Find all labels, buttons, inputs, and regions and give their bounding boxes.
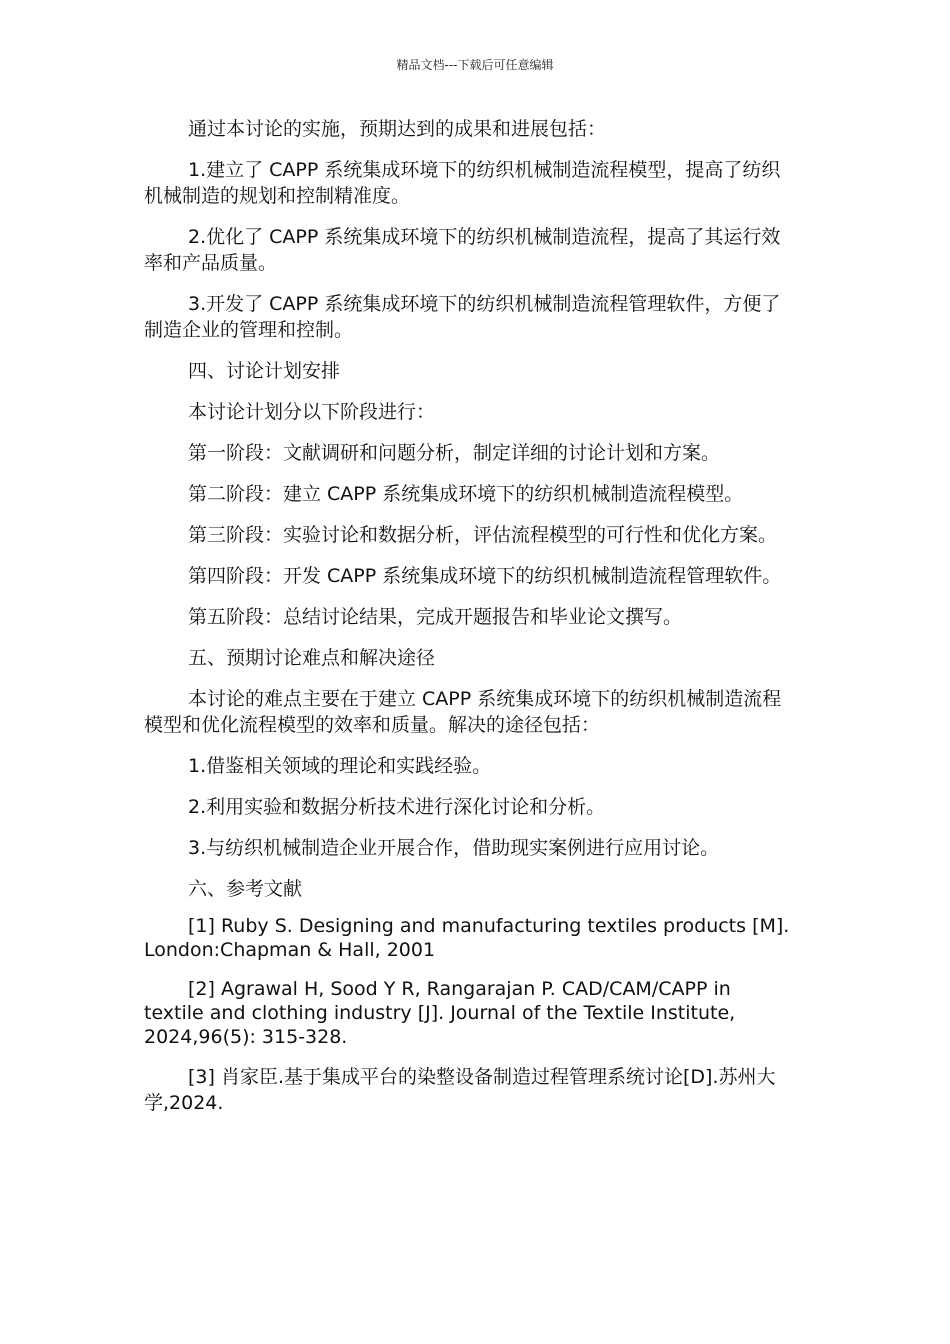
reference-2: [2] Agrawal H, Sood Y R, Rangarajan P. CAD/CAM/CAPP in textile and clothing industry [J]. Journal of the Textile Institute, 2024,96(5): 315-328. xyxy=(144,978,736,1048)
paragraph-solution-1: 1.借鉴相关领域的理论和实践经验。 xyxy=(188,755,492,777)
paragraph-outcome-2: 2.优化了 CAPP 系统集成环境下的纺织机械制造流程，提高了其运行效率和产品质量。 xyxy=(144,226,781,274)
section-heading-plan: 四、讨论计划安排 xyxy=(188,360,341,382)
paragraph-solution-3: 3.与纺织机械制造企业开展合作，借助现实案例进行应用讨论。 xyxy=(188,837,720,859)
paragraph-solution-2: 2.利用实验和数据分析技术进行深化讨论和分析。 xyxy=(188,796,606,818)
reference-1: [1] Ruby S. Designing and manufacturing textiles products [M]. London:Chapman & Hall, 2001 xyxy=(144,915,790,961)
paragraph-outcome-3: 3.开发了 CAPP 系统集成环境下的纺织机械制造流程管理软件，方便了制造企业的管理和控制。 xyxy=(144,293,781,341)
paragraph-stage-5: 第五阶段：总结讨论结果，完成开题报告和毕业论文撰写。 xyxy=(188,606,683,628)
reference-3: [3] 肖家臣.基于集成平台的染整设备制造过程管理系统讨论[D].苏州大学,2024. xyxy=(144,1066,776,1114)
paragraph-stage-1: 第一阶段：文献调研和问题分析，制定详细的讨论计划和方案。 xyxy=(188,442,721,464)
paragraph-outcome-1: 1.建立了 CAPP 系统集成环境下的纺织机械制造流程模型，提高了纺织机械制造的规划和控制精准度。 xyxy=(144,159,781,207)
paragraph-stage-4: 第四阶段：开发 CAPP 系统集成环境下的纺织机械制造流程管理软件。 xyxy=(188,565,782,587)
section-heading-difficulties: 五、预期讨论难点和解决途径 xyxy=(188,647,436,669)
paragraph-stage-3: 第三阶段：实验讨论和数据分析，评估流程模型的可行性和优化方案。 xyxy=(188,524,778,546)
page-header: 精品文档---下载后可任意编辑 xyxy=(396,58,554,72)
document-body xyxy=(144,116,796,1131)
paragraph-stage-2: 第二阶段：建立 CAPP 系统集成环境下的纺织机械制造流程模型。 xyxy=(188,483,744,505)
section-heading-references: 六、参考文献 xyxy=(188,878,303,900)
paragraph-difficulties: 本讨论的难点主要在于建立 CAPP 系统集成环境下的纺织机械制造流程模型和优化流程模型的效率和质量。解决的途径包括： xyxy=(144,688,782,736)
paragraph-outcomes-intro: 通过本讨论的实施，预期达到的成果和进展包括： xyxy=(188,118,607,140)
paragraph-plan-intro: 本讨论计划分以下阶段进行： xyxy=(188,401,436,423)
